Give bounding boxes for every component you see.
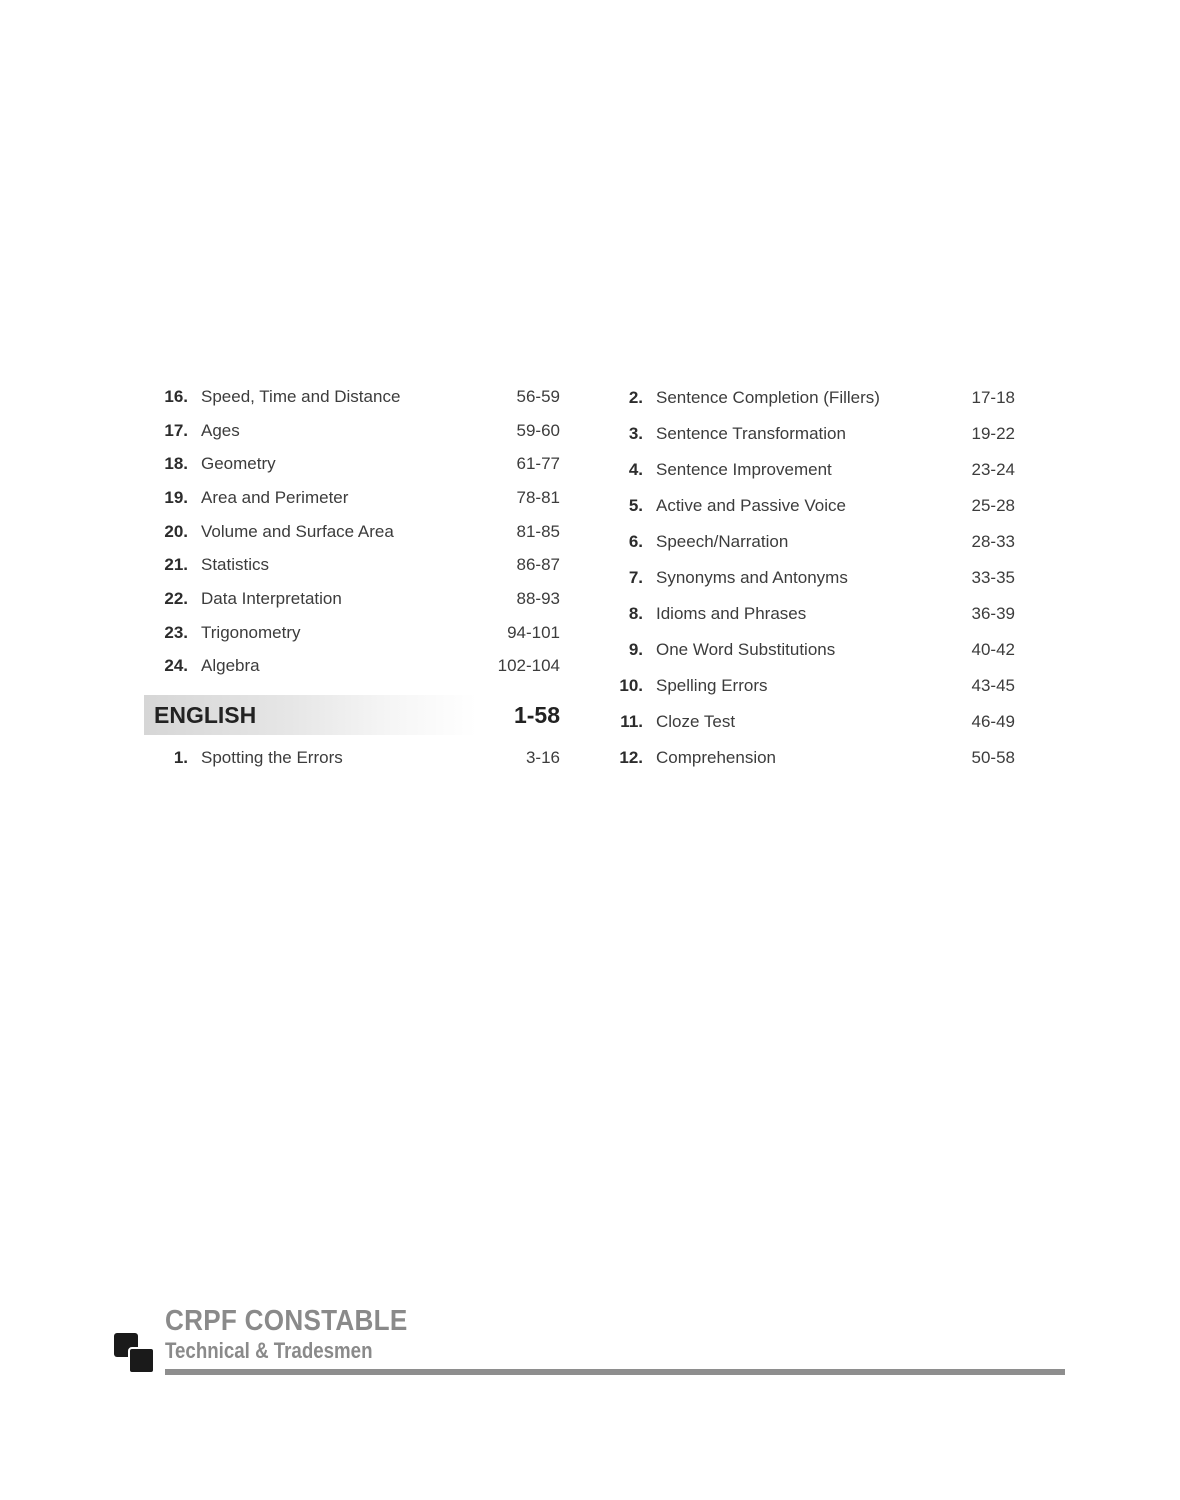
toc-pages: 33-35 xyxy=(971,568,1015,587)
toc-title: Speed, Time and Distance xyxy=(201,386,401,406)
toc-pages: 25-28 xyxy=(971,496,1015,515)
toc-pages: 43-45 xyxy=(971,676,1015,695)
toc-right-column xyxy=(605,380,1015,776)
toc-number: 23. xyxy=(164,622,188,642)
toc-title: Area and Perimeter xyxy=(201,487,349,507)
toc-row xyxy=(605,488,1015,524)
toc-pages: 102-104 xyxy=(497,656,560,676)
toc-pages: 36-39 xyxy=(971,604,1015,623)
toc-row xyxy=(605,380,1015,416)
footer-divider xyxy=(165,1369,1065,1375)
toc-title: Synonyms and Antonyms xyxy=(656,568,848,587)
toc-title: Ages xyxy=(201,420,240,440)
toc-list-right xyxy=(605,380,1015,776)
toc-number: 16. xyxy=(164,386,188,406)
toc-title: Cloze Test xyxy=(656,712,736,731)
stacked-squares-logo-icon xyxy=(113,1332,155,1374)
toc-row xyxy=(150,616,560,650)
toc-number: 11. xyxy=(620,712,643,731)
toc-pages: 50-58 xyxy=(971,748,1015,767)
toc-pages: 19-22 xyxy=(971,424,1015,443)
toc-pages: 61-77 xyxy=(516,454,560,474)
toc-row xyxy=(605,524,1015,560)
toc-list-english xyxy=(150,741,560,775)
toc-title: One Word Substitutions xyxy=(656,640,836,659)
toc-number: 3. xyxy=(628,424,643,443)
toc-title: Sentence Completion (Fillers) xyxy=(656,388,880,407)
toc-pages: 3-16 xyxy=(525,748,560,768)
toc-title: Geometry xyxy=(201,454,276,474)
toc-number: 4. xyxy=(628,460,643,479)
toc-title: Algebra xyxy=(201,656,260,676)
toc-number: 12. xyxy=(619,748,643,767)
toc-number: 24. xyxy=(164,656,188,676)
toc-number: 8. xyxy=(628,604,643,623)
toc-number: 19. xyxy=(164,487,188,507)
toc-pages: 78-81 xyxy=(516,487,560,507)
toc-title: Idioms and Phrases xyxy=(656,604,807,623)
toc-title: Sentence Improvement xyxy=(656,460,832,479)
toc-row xyxy=(150,380,560,414)
toc-title: Spelling Errors xyxy=(656,676,768,695)
toc-row xyxy=(150,650,560,684)
toc-pages: 46-49 xyxy=(971,712,1015,731)
toc-number: 9. xyxy=(628,640,643,659)
toc-row xyxy=(605,416,1015,452)
section-title: ENGLISH xyxy=(154,701,257,728)
toc-title: Active and Passive Voice xyxy=(656,496,846,515)
toc-left-column xyxy=(150,380,560,775)
toc-title: Statistics xyxy=(201,555,270,575)
toc-pages: 56-59 xyxy=(516,386,560,406)
toc-title: Comprehension xyxy=(656,748,777,767)
toc-number: 6. xyxy=(628,532,643,551)
toc-title: Spotting the Errors xyxy=(201,748,343,768)
toc-pages: 81-85 xyxy=(516,521,560,541)
toc-row xyxy=(605,452,1015,488)
toc-title: Speech/Narration xyxy=(656,532,789,551)
toc-pages: 86-87 xyxy=(516,555,560,575)
toc-number: 20. xyxy=(164,521,188,541)
toc-number: 17. xyxy=(164,420,188,440)
page-footer xyxy=(113,1305,1068,1385)
toc-title: Sentence Transformation xyxy=(656,424,846,443)
toc-row xyxy=(605,596,1015,632)
toc-row xyxy=(605,704,1015,740)
toc-row xyxy=(150,515,560,549)
toc-row xyxy=(150,548,560,582)
toc-number: 21. xyxy=(164,555,188,575)
toc-number: 5. xyxy=(628,496,643,515)
toc-title: Volume and Surface Area xyxy=(201,521,394,541)
toc-pages: 94-101 xyxy=(507,622,560,642)
toc-row xyxy=(605,560,1015,596)
brand-title: CRPF CONSTABLE xyxy=(165,1305,408,1337)
toc-row xyxy=(150,481,560,515)
toc-pages: 59-60 xyxy=(516,420,560,440)
section-pages: 1-58 xyxy=(513,701,560,728)
toc-number: 2. xyxy=(628,388,643,407)
toc-row xyxy=(150,582,560,616)
toc-pages: 28-33 xyxy=(971,532,1015,551)
toc-number: 1. xyxy=(173,748,188,768)
toc-row xyxy=(605,668,1015,704)
toc-row xyxy=(605,632,1015,668)
toc-number: 22. xyxy=(164,588,188,608)
toc-row xyxy=(150,414,560,448)
section-header-english xyxy=(144,695,560,735)
toc-row xyxy=(150,741,560,775)
brand-subtitle: Technical & Tradesmen xyxy=(165,1338,373,1363)
toc-number: 7. xyxy=(628,568,643,587)
toc-pages: 88-93 xyxy=(516,588,560,608)
toc-number: 10. xyxy=(619,676,643,695)
toc-number: 18. xyxy=(164,454,188,474)
toc-pages: 17-18 xyxy=(971,388,1015,407)
toc-list-left xyxy=(150,380,560,683)
toc-title: Trigonometry xyxy=(201,622,301,642)
toc-row xyxy=(605,740,1015,776)
toc-title: Data Interpretation xyxy=(201,588,342,608)
toc-pages: 40-42 xyxy=(971,640,1015,659)
toc-row xyxy=(150,447,560,481)
toc-pages: 23-24 xyxy=(971,460,1015,479)
